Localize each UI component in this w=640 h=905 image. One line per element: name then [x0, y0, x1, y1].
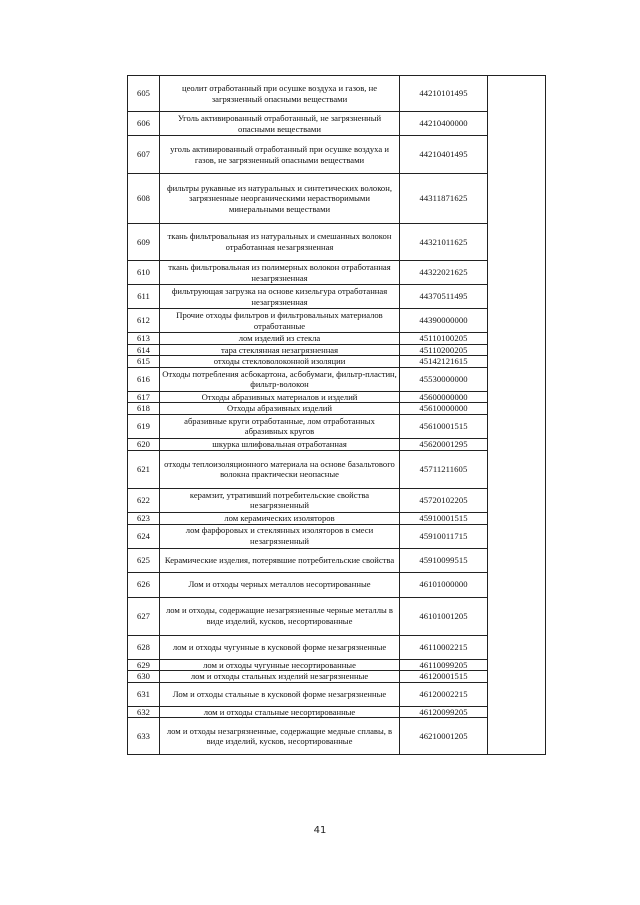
table-row: [128, 671, 546, 683]
table-row: [128, 76, 546, 112]
row-number: 612: [128, 309, 160, 333]
waste-name: Отходы абразивных изделий: [160, 403, 400, 415]
waste-name: тара стеклянная незагрязненная: [160, 344, 400, 356]
fkko-code: 45910011715: [400, 524, 488, 548]
table-row: [128, 333, 546, 345]
fkko-code: 44311871625: [400, 174, 488, 224]
table-row: [128, 548, 546, 572]
row-number: 627: [128, 597, 160, 635]
fkko-code: 46120001515: [400, 671, 488, 683]
table-row: [128, 512, 546, 524]
fkko-code: 45620001295: [400, 438, 488, 450]
fkko-code: 45720102205: [400, 488, 488, 512]
waste-name: лом изделий из стекла: [160, 333, 400, 345]
fkko-code: 45530000000: [400, 367, 488, 391]
page-number: 41: [313, 825, 327, 836]
row-number: 611: [128, 285, 160, 309]
fkko-code: 44210400000: [400, 112, 488, 136]
waste-classification-table: [127, 75, 546, 755]
table-row: [128, 706, 546, 718]
row-number: 615: [128, 356, 160, 368]
row-number: 617: [128, 391, 160, 403]
waste-name: лом и отходы, содержащие незагрязненные черные металлы в виде изделий, кусков, несортированные: [160, 597, 400, 635]
waste-name: лом фарфоровых и стеклянных изоляторов в смеси незагрязненный: [160, 524, 400, 548]
fkko-code: 45610000000: [400, 403, 488, 415]
table-row: [128, 344, 546, 356]
waste-name: Уголь активированный отработанный, не загрязненный опасными веществами: [160, 112, 400, 136]
waste-name: фильтрующая загрузка на основе кизельгура отработанная незагрязненная: [160, 285, 400, 309]
row-number: 631: [128, 682, 160, 706]
table-row: [128, 572, 546, 597]
row-number: 626: [128, 572, 160, 597]
row-number: 610: [128, 261, 160, 285]
table-body: [128, 76, 546, 755]
fkko-code: 46110099205: [400, 659, 488, 671]
fkko-code: 45110100205: [400, 333, 488, 345]
fkko-code: 44390000000: [400, 309, 488, 333]
table-row: [128, 450, 546, 488]
table-row: [128, 403, 546, 415]
fkko-code: 44370511495: [400, 285, 488, 309]
row-number: 621: [128, 450, 160, 488]
fkko-code: 46101001205: [400, 597, 488, 635]
fkko-code: 46110002215: [400, 635, 488, 659]
row-number: 629: [128, 659, 160, 671]
row-number: 620: [128, 438, 160, 450]
table-row: [128, 174, 546, 224]
row-number: 624: [128, 524, 160, 548]
fkko-code: 46120099205: [400, 706, 488, 718]
row-number: 614: [128, 344, 160, 356]
waste-name: Керамические изделия, потерявшие потребительские свойства: [160, 548, 400, 572]
table-row: [128, 414, 546, 438]
row-number: 619: [128, 414, 160, 438]
waste-name: отходы теплоизоляционного материала на основе базальтового волокна практически неопасные: [160, 450, 400, 488]
fkko-code: 45110200205: [400, 344, 488, 356]
empty-notes-column: [488, 76, 546, 755]
waste-name: лом и отходы незагрязненные, содержащие медные сплавы, в виде изделий, кусков, несортированные: [160, 718, 400, 755]
waste-name: лом и отходы чугунные несортированные: [160, 659, 400, 671]
waste-name: керамзит, утративший потребительские свойства незагрязненный: [160, 488, 400, 512]
table-row: [128, 718, 546, 755]
table-row: [128, 635, 546, 659]
row-number: 616: [128, 367, 160, 391]
table-row: [128, 488, 546, 512]
waste-name: Лом и отходы стальные в кусковой форме незагрязненные: [160, 682, 400, 706]
fkko-code: 45910099515: [400, 548, 488, 572]
fkko-code: 45610001515: [400, 414, 488, 438]
waste-name: лом и отходы стальные несортированные: [160, 706, 400, 718]
row-number: 609: [128, 224, 160, 261]
row-number: 613: [128, 333, 160, 345]
table-row: [128, 356, 546, 368]
fkko-code: 44210101495: [400, 76, 488, 112]
row-number: 606: [128, 112, 160, 136]
row-number: 618: [128, 403, 160, 415]
fkko-code: 44210401495: [400, 136, 488, 174]
waste-name: шкурка шлифовальная отработанная: [160, 438, 400, 450]
waste-name: лом и отходы чугунные в кусковой форме незагрязненные: [160, 635, 400, 659]
waste-name: уголь активированный отработанный при осушке воздуха и газов, не загрязненный опасными веществами: [160, 136, 400, 174]
waste-name: цеолит отработанный при осушке воздуха и газов, не загрязненный опасными веществами: [160, 76, 400, 112]
waste-name: Лом и отходы черных металлов несортированные: [160, 572, 400, 597]
waste-name: лом керамических изоляторов: [160, 512, 400, 524]
table-row: [128, 285, 546, 309]
table-row: [128, 597, 546, 635]
fkko-code: 45711211605: [400, 450, 488, 488]
fkko-code: 44321011625: [400, 224, 488, 261]
waste-name: Отходы абразивных материалов и изделий: [160, 391, 400, 403]
table-row: [128, 438, 546, 450]
waste-name: Отходы потребления асбокартона, асбобумаги, фильтр-пластин, фильтр-волокон: [160, 367, 400, 391]
waste-name: Прочие отходы фильтров и фильтровальных материалов отработанные: [160, 309, 400, 333]
table-row: [128, 682, 546, 706]
waste-name: лом и отходы стальных изделий незагрязненные: [160, 671, 400, 683]
row-number: 628: [128, 635, 160, 659]
row-number: 605: [128, 76, 160, 112]
table-row: [128, 659, 546, 671]
row-number: 625: [128, 548, 160, 572]
waste-name: ткань фильтровальная из полимерных волокон отработанная незагрязненная: [160, 261, 400, 285]
table-row: [128, 224, 546, 261]
row-number: 633: [128, 718, 160, 755]
row-number: 608: [128, 174, 160, 224]
fkko-code: 44322021625: [400, 261, 488, 285]
table-row: [128, 112, 546, 136]
waste-name: абразивные круги отработанные, лом отработанных абразивных кругов: [160, 414, 400, 438]
fkko-code: 45910001515: [400, 512, 488, 524]
waste-name: отходы стекловолоконной изоляции: [160, 356, 400, 368]
waste-name: ткань фильтровальная из натуральных и смешанных волокон отработанная незагрязненная: [160, 224, 400, 261]
fkko-code: 45142121615: [400, 356, 488, 368]
table-row: [128, 261, 546, 285]
waste-name: фильтры рукавные из натуральных и синтетических волокон, загрязненные неорганическими нерастворимыми минеральными веществами: [160, 174, 400, 224]
row-number: 632: [128, 706, 160, 718]
row-number: 622: [128, 488, 160, 512]
table-row: [128, 309, 546, 333]
row-number: 607: [128, 136, 160, 174]
fkko-code: 46210001205: [400, 718, 488, 755]
table-row: [128, 367, 546, 391]
table-row: [128, 136, 546, 174]
row-number: 630: [128, 671, 160, 683]
fkko-code: 46101000000: [400, 572, 488, 597]
table-row: [128, 391, 546, 403]
table-row: [128, 524, 546, 548]
fkko-code: 45600000000: [400, 391, 488, 403]
row-number: 623: [128, 512, 160, 524]
fkko-code: 46120002215: [400, 682, 488, 706]
